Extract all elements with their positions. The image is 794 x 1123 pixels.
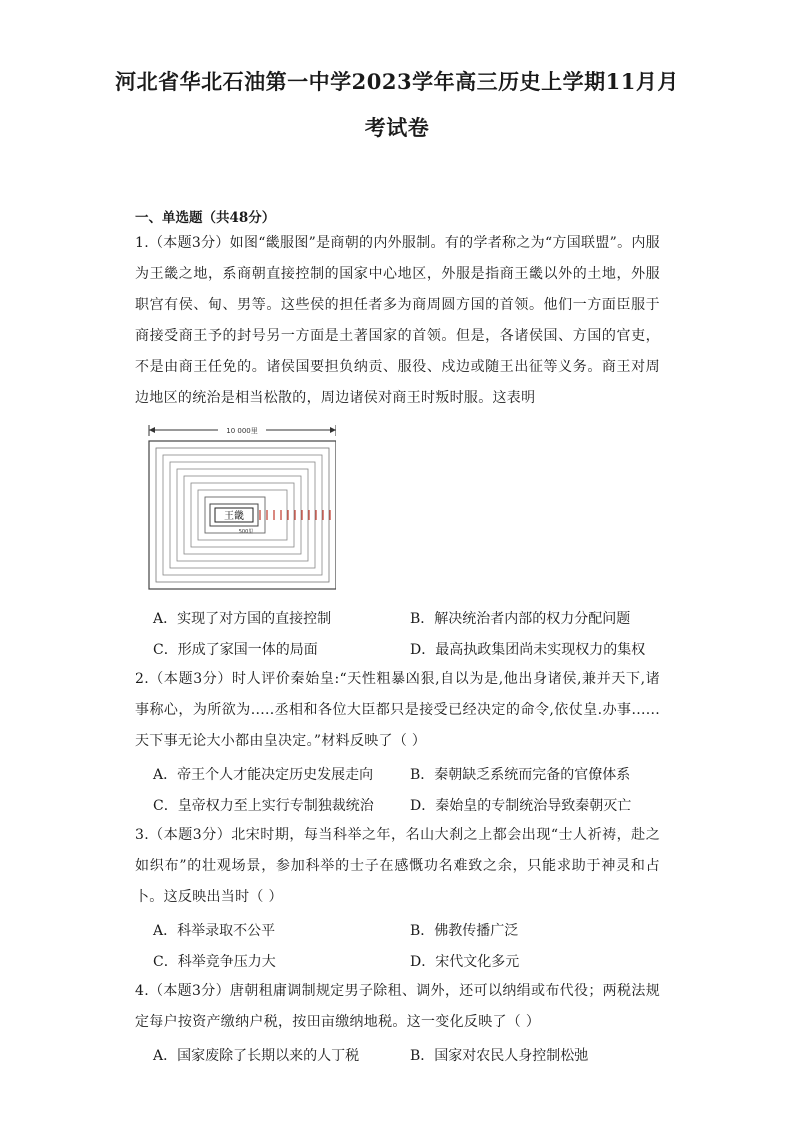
jifu-diagram <box>146 422 336 592</box>
q3-option-a[interactable]: A．科举录取不公平 <box>153 923 276 939</box>
page-title-line-1: 河北省华北石油第一中学2023学年高三历史上学期11月月 <box>115 69 679 94</box>
page-title-line-2: 考试卷 <box>364 115 430 140</box>
q1-option-a[interactable]: A．实现了对方国的直接控制 <box>153 611 332 627</box>
q4-option-b[interactable]: B．国家对农民人身控制松弛 <box>410 1048 589 1064</box>
question-2-text: 2.（本题3分）时人评价秦始皇:“天性粗暴凶狠,自以为是,他出身诸侯,兼并天下,诸事称心，为所欲为.....丞相和各位大臣都只是接受已经决定的命令,依仗皇.办事......天下事无论大小都由皇决定。”材料反映了（ ） <box>135 671 660 749</box>
q2-option-a[interactable]: A．帝王个人才能决定历史发展走向 <box>153 767 374 783</box>
q2-option-c[interactable]: C．皇帝权力至上实行专制独裁统治 <box>153 798 374 814</box>
q1-option-d[interactable]: D．最高执政集团尚未实现权力的集权 <box>410 642 646 658</box>
diagram-inner-label: 500里 <box>238 529 254 535</box>
question-1-text: 1.（本题3分）如图“畿服图”是商朝的内外服制。有的学者称之为“方国联盟”。内服为王畿之地，系商朝直接控制的国家中心地区，外服是指商王畿以外的土地，外服职宫有侯、甸、男等。这些侯的担任者多为商周圆方国的首领。他们一方面臣服于商接受商王予的封号另一方面是土著国家的首领。但是，各诸侯国、方国的官吏，不是由商王任免的。诸侯国要担负纳贡、服役、戍边或随王出征等义务。商王对周边地区的统治是相当松散的，周边诸侯对商王时叛时服。这表明 <box>135 235 660 406</box>
section-heading: 一、单选题（共48分） <box>135 210 276 226</box>
q3-option-c[interactable]: C．科举竞争压力大 <box>153 954 276 970</box>
diagram-top-label: 10 000里 <box>226 427 258 435</box>
diagram-center-label: 王畿 <box>224 511 244 522</box>
q4-option-a[interactable]: A．国家废除了长期以来的人丁税 <box>153 1048 360 1064</box>
diagram-zone-marks <box>260 510 330 520</box>
question-3-text: 3.（本题3分）北宋时期，每当科举之年，名山大刹之上都会出现“士人祈祷，赴之如织布”的壮观场景，参加科举的士子在感慨功名难致之余，只能求助于神灵和占卜。这反映出当时（ ） <box>135 827 660 905</box>
q2-option-b[interactable]: B．秦朝缺乏系统而完备的官僚体系 <box>410 767 631 783</box>
q3-option-b[interactable]: B．佛教传播广泛 <box>410 923 519 939</box>
q1-option-b[interactable]: B．解决统治者内部的权力分配问题 <box>410 611 631 627</box>
question-4-text: 4.（本题3分）唐朝租庸调制规定男子除租、调外，还可以纳绢或布代役；两税法规定每户按资产缴纳户税，按田亩缴纳地税。这一变化反映了（ ） <box>135 983 660 1030</box>
q1-option-c[interactable]: C．形成了家国一体的局面 <box>153 642 318 658</box>
q2-option-d[interactable]: D．秦始皇的专制统治导致秦朝灭亡 <box>410 798 632 814</box>
q3-option-d[interactable]: D．宋代文化多元 <box>410 954 520 970</box>
